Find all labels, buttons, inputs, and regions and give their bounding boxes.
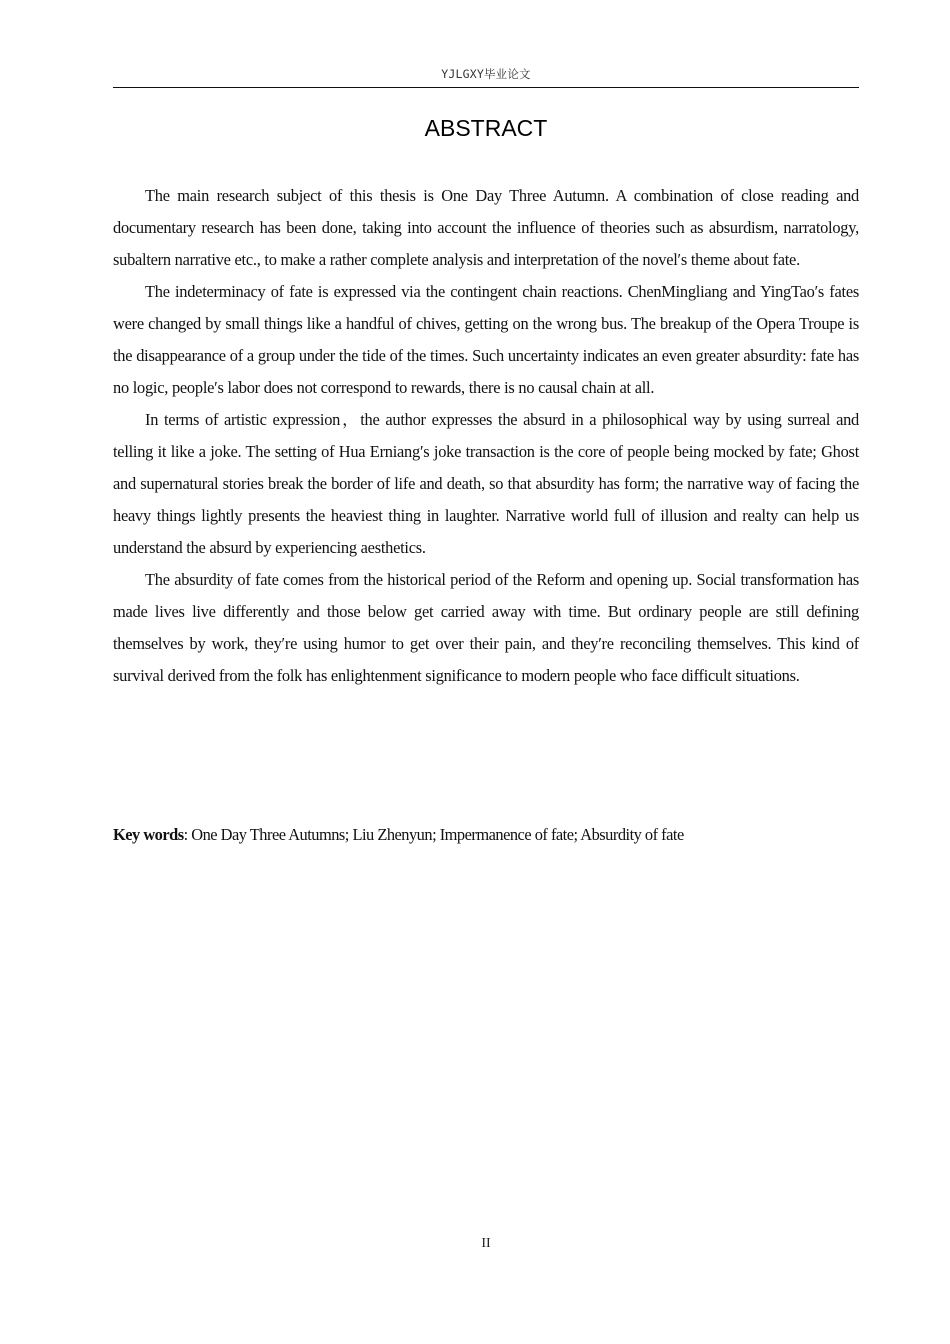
abstract-title: ABSTRACT xyxy=(424,115,548,141)
abstract-body xyxy=(113,180,859,692)
page-number: II xyxy=(481,1236,491,1251)
keywords-text: : One Day Three Autumns; Liu Zhenyun; Impermanence of fate; Absurdity of fate xyxy=(183,825,684,844)
running-header: YJLGXY毕业论文 xyxy=(441,67,531,81)
abstract-paragraph-3: In terms of artistic expression，the author expresses the absurd in a philosophical way by using surreal and telling it like a joke. The setting of Hua Erniang′s joke transaction is the core of people being mocked by fate; Ghost and supernatural stories break the border of life and death, so that absurdity has form; the narrative way of facing the heavy things lightly presents the heaviest thing in laughter. Narrative world full of illusion and realty can help us understand the absurd by experiencing aesthetics. xyxy=(113,410,859,557)
abstract-paragraph-4: The absurdity of fate comes from the historical period of the Reform and opening up. Social transformation has made lives live differently and those below get carried away with time. But ordinary people are still defining themselves by work, they′re using humor to get over their pain, and they′re reconciling themselves. This kind of survival derived from the folk has enlightenment significance to modern people who face difficult situations. xyxy=(113,570,859,685)
abstract-paragraph-2: The indeterminacy of fate is expressed via the contingent chain reactions. ChenMingliang and YingTao′s fates were changed by small things like a handful of chives, getting on the wrong bus. The breakup of the Opera Troupe is the disappearance of a group under the tide of the times. Such uncertainty indicates an even greater absurdity: fate has no logic, people′s labor does not correspond to rewards, there is no causal chain at all. xyxy=(113,282,859,397)
abstract-paragraph-1: The main research subject of this thesis is One Day Three Autumn. A combination of close reading and documentary research has been done, taking into account the influence of theories such as absurdism, narratology, subaltern narrative etc., to make a rather complete analysis and interpretation of the novel′s theme about fate. xyxy=(113,186,859,269)
header-divider xyxy=(113,87,859,88)
keywords-line xyxy=(113,819,859,851)
keywords-label: Key words xyxy=(113,825,184,844)
